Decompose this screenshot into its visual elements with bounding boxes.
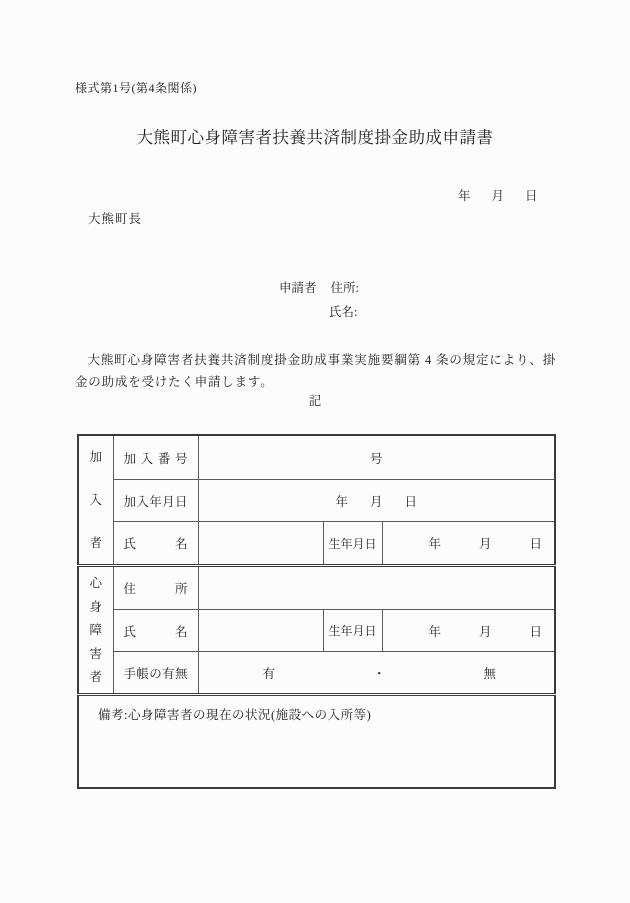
join-date-label: 加入年月日 (113, 480, 198, 522)
application-table (77, 434, 556, 789)
disabled-name-row (78, 610, 555, 652)
disabled-name-label: 氏名 (113, 610, 198, 652)
disabled-group-cell (78, 566, 113, 695)
form-number: 様式第1号(第4条関係) (75, 81, 197, 95)
member-number-label: 加入番号 (113, 435, 198, 480)
member-number-row (78, 435, 555, 480)
member-group-cell (78, 435, 113, 566)
join-date-day-label: 日 (404, 494, 418, 509)
member-birth-field (382, 522, 555, 566)
disabled-group-label: 心 身 障 害 者 (89, 576, 102, 684)
section-marker: 記 (308, 394, 322, 408)
body-text: 大熊町心身障害者扶養共済制度掛金助成事業実施要綱第 4 条の規定により、掛金の助成を受けたく申請します。 (75, 353, 556, 389)
notebook-field (198, 652, 555, 695)
member-name-row (78, 522, 555, 566)
page-title: 大熊町心身障害者扶養共済制度掛金助成申請書 (136, 128, 494, 147)
applicant-address-label: 住所: (330, 281, 359, 295)
remarks-row (78, 695, 555, 789)
disabled-address-row (78, 566, 555, 610)
disabled-birth-month-label: 月 (478, 624, 492, 639)
member-birth-label: 生年月日 (323, 522, 382, 566)
remarks-cell: 備考:心身障害者の現在の状況(施設への入所等) (78, 695, 555, 789)
notebook-option-separator: ・ (372, 666, 386, 681)
member-birth-month-label: 月 (478, 537, 492, 551)
disabled-name-field (198, 610, 323, 652)
notebook-option-has: 有 (262, 666, 276, 681)
spacer (279, 300, 329, 324)
notebook-option-none: 無 (483, 666, 496, 681)
member-group-label: 加 入 者 (89, 450, 102, 550)
join-date-row (78, 480, 555, 522)
disabled-birth-year-label: 年 (428, 624, 442, 639)
date-year-label: 年 (458, 189, 471, 203)
disabled-birth-label: 生年月日 (323, 610, 382, 652)
disabled-address-label: 住所 (113, 566, 198, 610)
addressee: 大熊町長 (88, 212, 143, 226)
join-date-month-label: 月 (369, 494, 383, 509)
member-birth-day-label: 日 (529, 537, 542, 551)
member-name-field (198, 522, 323, 566)
disabled-address-field (198, 566, 555, 610)
applicant-label: 申請者 (279, 281, 317, 295)
notebook-label: 手帳の有無 (113, 652, 198, 695)
member-name-label: 氏名 (113, 522, 198, 566)
date-day-label: 日 (525, 189, 538, 203)
join-date-year-label: 年 (335, 494, 348, 509)
spacer (317, 276, 331, 300)
applicant-name-label: 氏名: (329, 305, 358, 319)
applicant-block (279, 276, 359, 324)
notebook-row (78, 652, 555, 695)
member-birth-year-label: 年 (428, 537, 442, 551)
member-number-field: 号 (198, 435, 555, 480)
submission-date-line (458, 186, 538, 204)
disabled-birth-field (382, 610, 555, 652)
join-date-field (198, 480, 555, 522)
disabled-birth-day-label: 日 (529, 624, 542, 639)
date-month-label: 月 (491, 189, 505, 203)
